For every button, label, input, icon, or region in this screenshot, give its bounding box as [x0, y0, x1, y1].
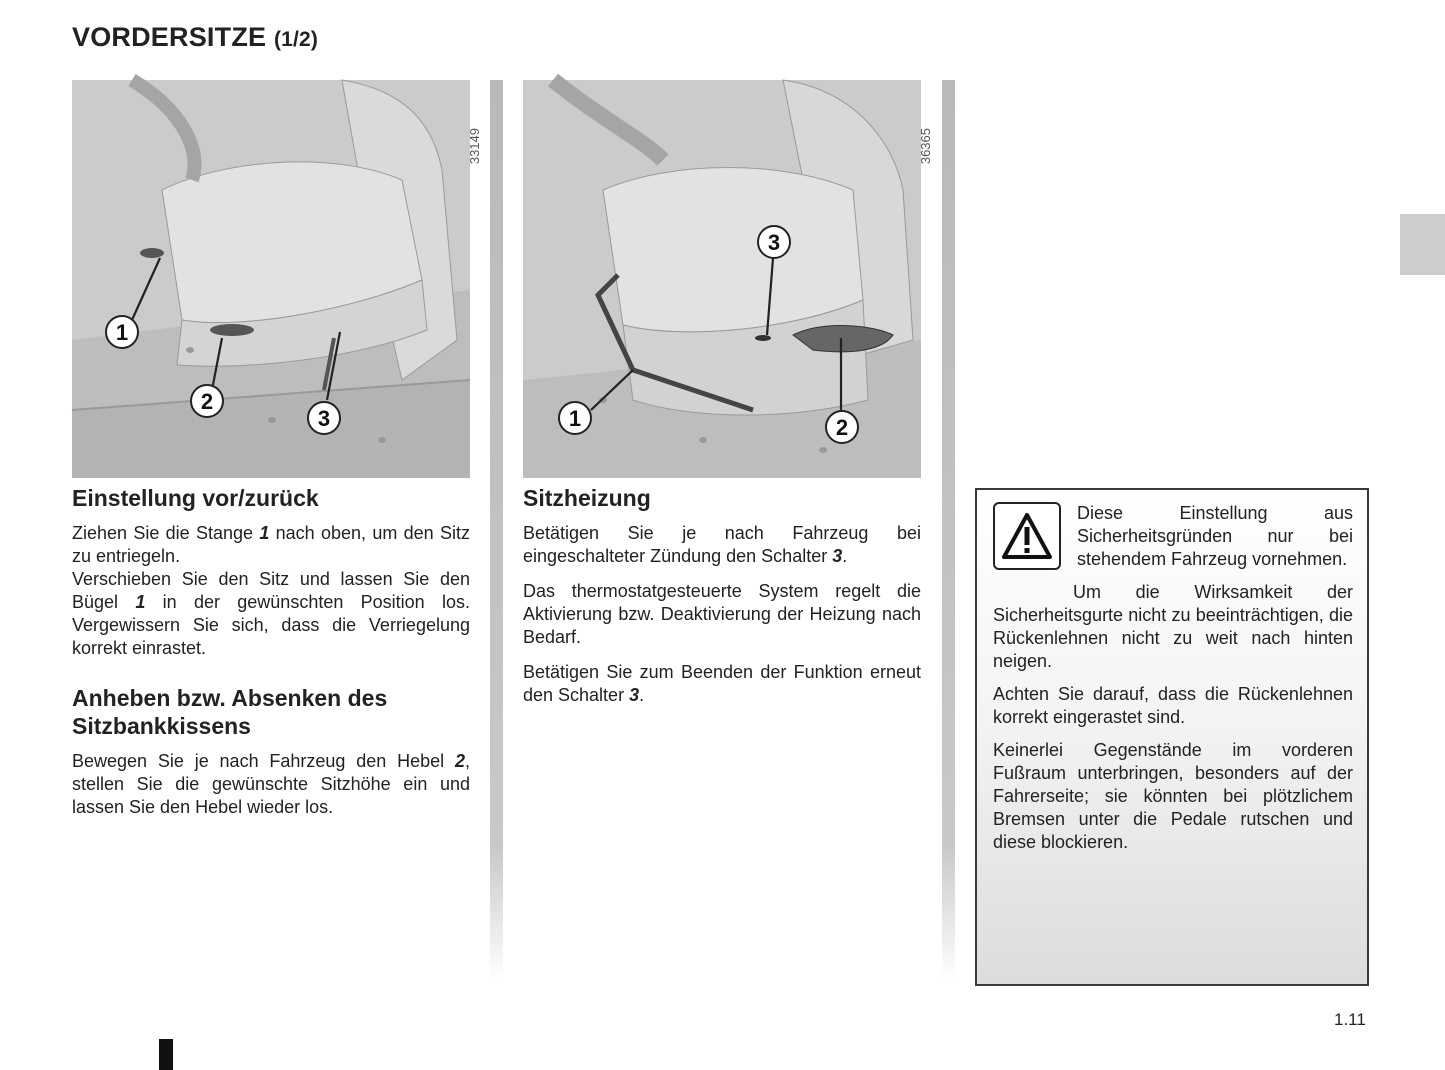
page-title [72, 22, 318, 53]
page-title-text: VORDERSITZE [72, 22, 267, 52]
paragraph [523, 522, 921, 568]
callout-3-middle [758, 226, 790, 258]
middle-column [523, 484, 921, 719]
text: , stellen Sie die gewünschte Sitzhöhe ein und lassen Sie den Hebel wieder los. [72, 751, 470, 817]
figure-seat-heating [523, 80, 933, 478]
page-edge-marker [159, 1039, 173, 1070]
warning-paragraph: Diese Einstellung aus Sicherheitsgründen nur bei stehendem Fahrzeug vornehmen. [1077, 503, 1353, 569]
text: Bewegen Sie je nach Fahrzeug den Hebel [72, 751, 455, 771]
svg-text:3: 3 [767, 230, 781, 255]
callout-1-left [106, 316, 138, 348]
text: nach oben, um den Sitz zu entriegeln. [72, 523, 470, 566]
left-column [72, 484, 470, 831]
seat-illustration-left [72, 80, 470, 478]
warning-box [975, 488, 1369, 986]
heading-height: Anheben bzw. Absenken des Sitzbankkissens [72, 685, 388, 739]
text: Ziehen Sie die Stange [72, 523, 260, 543]
svg-text:2: 2 [835, 415, 849, 440]
callout-3-left [308, 402, 340, 434]
ref-number: 2 [454, 751, 465, 771]
warning-paragraph: Keinerlei Gegenstände im vorderen Fußraum unterbringen, besonders auf der Fahrerseite; sie könnten bei plötzlichem Bremsen unter die Pedale rutschen und diese blockieren. [993, 740, 1353, 852]
figure-number: 33149 [467, 128, 482, 165]
paragraph [523, 661, 921, 707]
ref-number: 3 [629, 685, 640, 705]
callout-2-left [191, 385, 223, 417]
text: Verschieben Sie den Sitz und lassen Sie den Bügel [72, 569, 470, 612]
paragraph [72, 750, 470, 819]
svg-text:3: 3 [317, 406, 331, 431]
column-divider-right [942, 80, 955, 980]
chapter-tab [1400, 214, 1445, 275]
ref-number: 1 [135, 592, 146, 612]
callout-1-middle [559, 402, 591, 434]
text: Betätigen Sie je nach Fahrzeug bei eingeschalteter Zündung den Schalter [523, 523, 921, 566]
seat-illustration-middle [523, 80, 921, 478]
text: . [639, 685, 645, 705]
paragraph [72, 568, 470, 660]
heading-seat-heating: Sitzheizung [523, 485, 651, 511]
ref-number: 1 [259, 523, 270, 543]
figure-seat-adjust [72, 80, 482, 478]
svg-text:2: 2 [200, 389, 214, 414]
page-number: 1.11 [1334, 1010, 1366, 1029]
ref-number: 3 [832, 546, 843, 566]
text: in der gewünschten Position los. Vergewissern Sie sich, dass die Verriegelung korrekt einrastet. [72, 592, 470, 658]
svg-text:1: 1 [568, 406, 582, 431]
warning-paragraph: Um die Wirksamkeit der Sicherheitsgurte nicht zu beeinträchtigen, die Rückenlehnen nicht zu weit nach hinten neigen. [993, 582, 1353, 671]
svg-text:1: 1 [115, 320, 129, 345]
paragraph: Das thermostatgesteuerte System regelt die Aktivierung bzw. Deaktivierung der Heizung nach Bedarf. [523, 581, 921, 647]
figure-number: 36365 [918, 128, 933, 165]
text: . [842, 546, 848, 566]
callout-2-middle [826, 411, 858, 443]
warning-triangle-svg [1001, 512, 1053, 560]
column-divider-left [490, 80, 503, 980]
warning-paragraph: Achten Sie darauf, dass die Rückenlehnen korrekt eingerastet sind. [993, 684, 1353, 727]
page-title-part: (1/2) [273, 28, 319, 51]
warning-triangle-icon [993, 502, 1061, 570]
text: Betätigen Sie zum Beenden der Funktion erneut den Schalter [523, 662, 921, 705]
heading-fore-aft: Einstellung vor/zurück [72, 485, 319, 511]
paragraph [72, 522, 470, 568]
